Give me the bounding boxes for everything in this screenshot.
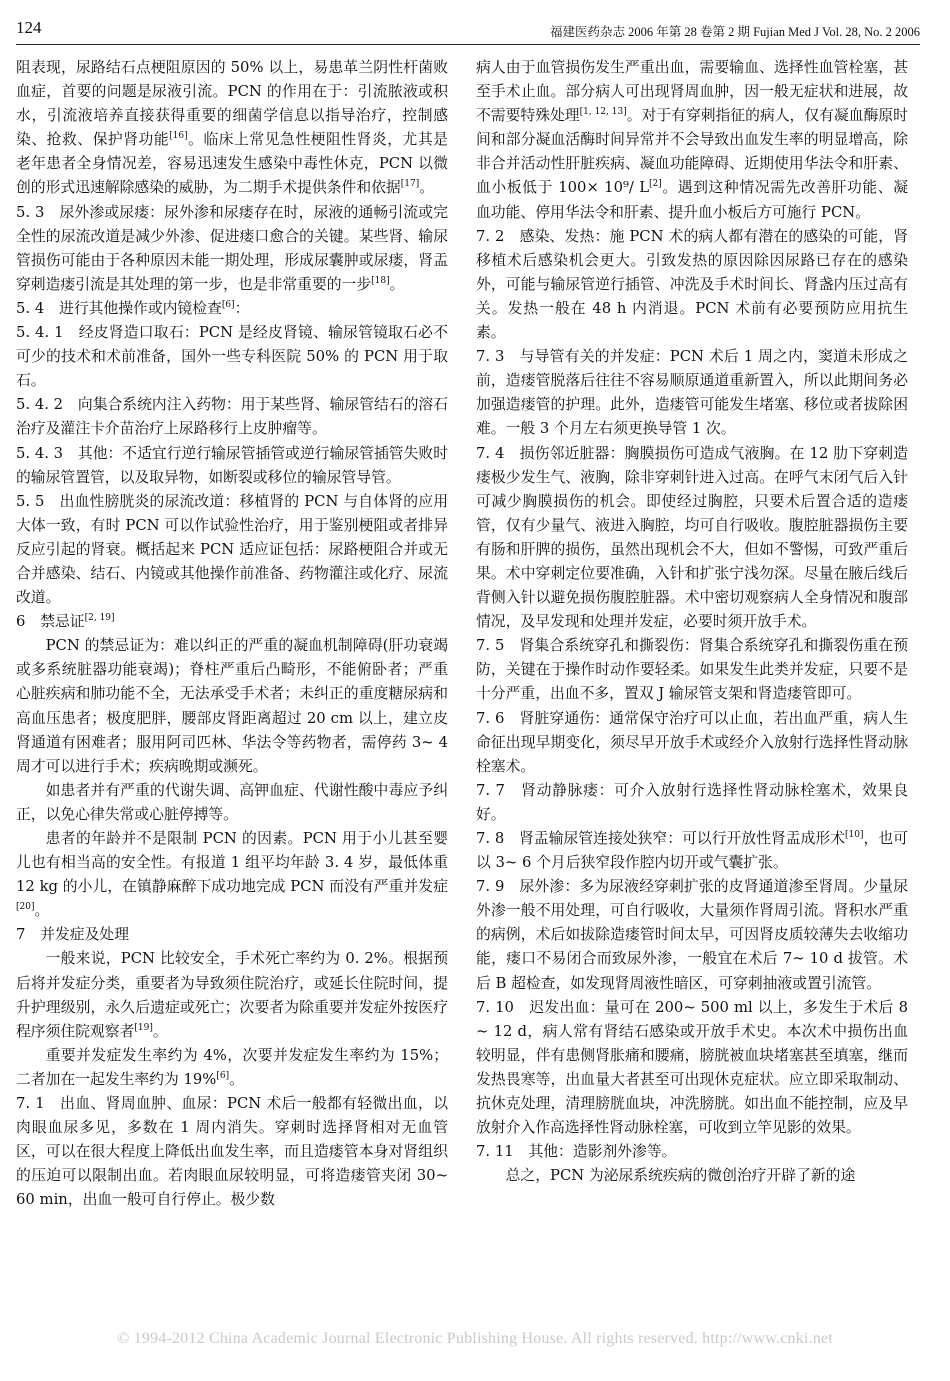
paragraph bbox=[16, 297, 448, 321]
citation-ref: [20] bbox=[16, 902, 35, 913]
page-header bbox=[16, 14, 920, 45]
paragraph-text: 。 bbox=[229, 1070, 244, 1088]
paragraph bbox=[16, 201, 448, 297]
paragraph bbox=[476, 56, 908, 225]
paragraph-text: 。遇到这种情况需先改善肝功能、凝血功能、停用华法令和肝素、提升血小板后方可施行 PCN。 bbox=[476, 179, 908, 221]
paragraph-text: 7. 5 肾集合系统穿孔和撕裂伤：肾集合系统穿孔和撕裂伤重在预防，关键在于操作时动作要轻柔。如果发生此类并发症，只要不是十分严重，出血不多，置双 J 输尿管支架和肾造瘘管即可。 bbox=[476, 637, 908, 703]
citation-ref: [18] bbox=[371, 275, 390, 286]
citation-ref: [10] bbox=[845, 830, 864, 841]
paragraph-text: PCN 的禁忌证为：难以纠正的严重的凝血机制障碍(肝功衰竭或多系统脏器功能衰竭)；脊柱严重后凸畸形，不能俯卧者；严重心脏疾病和肺功能不全，无法承受手术者；未纠正的重度糖尿病和高血压患者；极度肥胖，腰部皮肾距离超过 20 cm 以上，建立皮肾通道有困难者；服用阿司匹林、华法令等药物者，需停药 3~ 4 周才可以进行手术；疾病晚期或濒死。 bbox=[16, 637, 448, 775]
copyright-footer: © 1994-2012 China Academic Journal Electronic Publishing House. All rights reserved. http://www.cnki.net bbox=[117, 1330, 833, 1347]
paragraph-text: 7. 11 其他：造影剂外渗等。 bbox=[476, 1143, 677, 1161]
paragraph bbox=[476, 779, 908, 827]
paragraph-text: 如患者并有严重的代谢失调、高钾血症、代谢性酸中毒应予纠正，以免心律失常或心脏停搏等。 bbox=[16, 781, 448, 823]
paragraph bbox=[16, 393, 448, 441]
paragraph bbox=[16, 442, 448, 490]
paragraph-text: 7. 2 感染、发热：施 PCN 术的病人都有潜在的感染的可能，肾移植术后感染机会更大。引致发热的原因除因尿路已存在的感染外，可能与输尿管逆行插管、冲洗及手术时间长、肾盏内压过高有关。发热一般在 48 h 内消退。PCN 术前有必要预防应用抗生素。 bbox=[476, 227, 908, 342]
citation-ref: [19] bbox=[134, 1022, 153, 1033]
paragraph-text: 。对于有穿刺指征的病人，仅有凝血酶原时间和部分凝血活酶时间异常并不会导致出血发生率的明显增高，除非合并活动性肝脏疾病、凝血功能障碍、近期使用华法令和肝素、血小板低于 100× 10⁹/ L bbox=[476, 107, 908, 197]
paragraph-text: 5. 4. 2 向集合系统内注入药物：用于某些肾、输尿管结石的溶石治疗及灌注卡介苗治疗上尿路移行上皮肿瘤等。 bbox=[16, 396, 448, 438]
paragraph bbox=[476, 634, 908, 706]
paragraph bbox=[16, 779, 448, 827]
paragraph-text: 7. 4 损伤邻近脏器：胸膜损伤可造成气液胸。在 12 肋下穿刺造瘘极少发生气、液胸，除非穿刺针进入过高。在呼气末闭气后入针可减少胸膜损伤的机会。即使经过胸腔，只要术后置合适的造瘘管，仅有少量气、液进入胸腔，均可自行吸收。腹腔脏器损伤主要有肠和肝脾的损伤，虽然出现机会不大，但如不警惕，可致严重后果。术中穿刺定位要准确，入针和扩张宁浅勿深。尽量在腋后线后背侧入针以避免损伤腹腔脏器。术中密切观察病人全身情况和腹部情况，及早发现和处理并发症，必要时须开放手术。 bbox=[476, 444, 908, 631]
paragraph-text: 。临床上常见急性梗阻性肾炎，尤其是老年患者全身情况差，容易迅速发生感染中毒性休克，PCN 以微创的形式迅速解除感染的威胁，为二期手术提供条件和依据 bbox=[16, 131, 448, 197]
paragraph-text: 阻表现，尿路结石点梗阻原因的 50% 以上，易患革兰阴性杆菌败血症，首要的问题是尿液引流。PCN 的作用在于：引流脓液或积水，引流液培养直接获得重要的细菌学信息以指导治疗，控制感染、抢救、保护肾功能 bbox=[16, 59, 448, 149]
paragraph-text: 5. 5 出血性膀胱炎的尿流改道：移植肾的 PCN 与自体肾的应用大体一致，有时 PCN 可以作试验性治疗，用于鉴别梗阻或者排异反应引起的肾衰。概括起来 PCN 适应证包括：尿路梗阻合并或无合并感染、结石、内镜或其他操作前准备、药物灌注或化疗、尿流改道。 bbox=[16, 492, 448, 607]
citation-ref: [17] bbox=[400, 179, 420, 190]
right-column bbox=[476, 56, 908, 1346]
paragraph bbox=[16, 827, 448, 923]
paragraph-text: 5. 4 进行其他操作或内镜检查 bbox=[16, 299, 222, 317]
paragraph-text: 7. 1 出血、肾周血肿、血尿：PCN 术后一般都有轻微出血，以肉眼血尿多见，多数在 1 周内消失。穿刺时选择肾相对无血管区，可以在很大程度上降低出血发生率，而且造瘘管本身对肾组织的压迫可以限制出血。若肉眼血尿较明显，可将造瘘管夹闭 30~ 60 min，出血一般可自行停止。极少数 bbox=[16, 1095, 448, 1209]
paragraph bbox=[476, 1164, 908, 1188]
paragraph bbox=[16, 634, 448, 779]
paragraph-text: 一般来说，PCN 比较安全，手术死亡率约为 0. 2%。根据预后将并发症分类，重要者为导致须住院治疗，或延长住院时间，提升护理级别，永久后遗症或死亡；次要者为除重要并发症外按医疗程序须住院观察者 bbox=[16, 950, 448, 1040]
paragraph-text: 5. 3 尿外渗或尿瘘：尿外渗和尿瘘存在时，尿液的通畅引流或完全性的尿流改道是减少外渗、促进瘘口愈合的关键。某些肾、输尿管损伤可能由于各种原因未能一期处理，形成尿囊肿或尿瘘，肾盂穿刺造瘘引流是其处理的第一步，也是非常重要的一步 bbox=[16, 203, 448, 293]
citation-ref: [2, 19] bbox=[84, 613, 115, 624]
paragraph-text: 7. 7 肾动静脉瘘：可介入放射行选择性肾动脉栓塞术，效果良好。 bbox=[476, 781, 908, 823]
paragraph-text: 。 bbox=[389, 275, 405, 293]
paragraph-text: ，也可以 3~ 6 个月后狭窄段作腔内切开或气囊扩张。 bbox=[476, 830, 908, 872]
citation-ref: [6] bbox=[216, 1071, 230, 1082]
paragraph-text: 患者的年龄并不是限制 PCN 的因素。PCN 用于小儿甚至婴儿也有相当高的安全性。有报道 1 组平均年龄 3. 4 岁，最低体重 12 kg 的小儿，在镇静麻醉下成功地完成 PCN 而没有严重并发症 bbox=[16, 830, 448, 896]
paragraph bbox=[16, 1044, 448, 1092]
paragraph bbox=[476, 225, 908, 345]
paragraph-text: 。 bbox=[419, 179, 435, 197]
paragraph-text: 5. 4. 1 经皮肾造口取石：PCN 是经皮肾镜、输尿管镜取石必不可少的技术和术前准备，国外一些专科医院 50% 的 PCN 用于取石。 bbox=[16, 324, 448, 390]
paragraph bbox=[476, 827, 908, 875]
paragraph-text: 重要并发症发生率约为 4%，次要并发症发生率约为 15%；二者加在一起发生率约为 19% bbox=[16, 1046, 448, 1088]
citation-ref: [2] bbox=[649, 179, 662, 190]
paragraph-text: 7 并发症及处理 bbox=[16, 926, 129, 944]
paragraph-text: 7. 6 肾脏穿通伤：通常保守治疗可以止血，若出血严重，病人生命征出现早期变化，须尽早开放手术或经介入放射行选择性肾动脉栓塞术。 bbox=[476, 709, 908, 775]
citation-ref: [16] bbox=[169, 131, 188, 142]
paragraph bbox=[16, 321, 448, 393]
paragraph bbox=[476, 1140, 908, 1164]
paragraph-text: 7. 9 尿外渗：多为尿液经穿刺扩张的皮肾通道渗至肾周。少量尿外渗一般不用处理，可自行吸收，大量须作肾周引流。肾积水严重的病例，术后如拔除造瘘管时间太早，可因肾皮质较薄失去收缩功能，瘘口不易闭合而致尿外渗，一般宜在术后 7~ 10 d 拔管。术后 B 超检查，如发现肾周液性暗区，可穿刺抽液或置引流管。 bbox=[476, 878, 908, 992]
paragraph bbox=[16, 490, 448, 610]
paragraph-text: 7. 8 肾盂输尿管连接处狭窄：可以行开放性肾盂成形术 bbox=[476, 830, 846, 847]
paragraph-text: ： bbox=[234, 299, 250, 317]
paragraph bbox=[476, 875, 908, 995]
paragraph-text: 6 禁忌证 bbox=[16, 613, 85, 631]
paragraph bbox=[16, 610, 448, 634]
paragraph-text: 7. 3 与导管有关的并发症：PCN 术后 1 周之内，窦道未形成之前，造瘘管脱落后往往不容易顺原通道重新置入，所以此期间务必加强造瘘管的护理。此外，造瘘管可能发生堵塞、移位或者拔除困难。一般 3 个月左右须更换导管 1 次。 bbox=[476, 348, 908, 438]
left-column bbox=[16, 56, 448, 1346]
paragraph-text: 。 bbox=[34, 902, 50, 920]
paragraph-text: 5. 4. 3 其他：不适宜行逆行输尿管插管或逆行输尿管插管失败时的输尿管置管，以及取异物，如断裂或移位的输尿管导管。 bbox=[16, 444, 448, 486]
paragraph-text: 病人由于血管损伤发生严重出血，需要输血、选择性血管栓塞，甚至手术止血。部分病人可出现肾周血肿，因一般无症状和进展，故不需要特殊处理 bbox=[476, 59, 908, 125]
paragraph bbox=[476, 442, 908, 635]
paragraph bbox=[476, 707, 908, 779]
paragraph-text: 。 bbox=[152, 1022, 168, 1040]
paragraph-text: 7. 10 迟发出血：量可在 200~ 500 ml 以上，多发生于术后 8~ 12 d，病人常有肾结石感染或开放手术史。本次术中损伤出血较明显，伴有患侧肾胀痛和腰痛，膀胱被血块堵塞甚至填塞，继而发热畏寒等，出血量大者甚至可出现休克症状。应立即采取制动、抗休克处理，清理膀胱血块，冲洗膀胱。如出血不能控制，应及早放射介入作高选择性肾动脉栓塞，可收到立竿见影的效果。 bbox=[476, 998, 908, 1137]
paragraph bbox=[16, 56, 448, 201]
paragraph bbox=[16, 1092, 448, 1212]
paragraph bbox=[16, 923, 448, 947]
page-number: 124 bbox=[16, 18, 42, 37]
paragraph bbox=[476, 345, 908, 441]
citation-ref: [1, 12, 13] bbox=[579, 107, 627, 118]
journal-citation: 福建医药杂志 2006 年第 28 卷第 2 期 Fujian Med J Vol. 28, No. 2 2006 bbox=[549, 25, 920, 39]
paragraph bbox=[476, 996, 908, 1141]
paragraph bbox=[16, 947, 448, 1043]
citation-ref: [6] bbox=[221, 300, 235, 311]
paragraph-text: 总之，PCN 为泌尿系统疾病的微创治疗开辟了新的途 bbox=[505, 1167, 856, 1185]
